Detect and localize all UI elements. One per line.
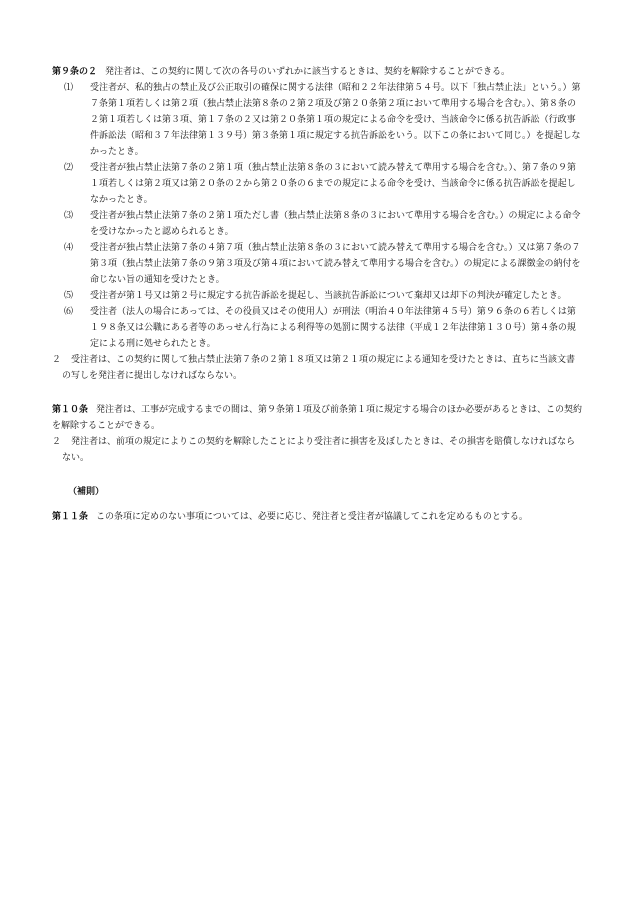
list-item xyxy=(52,288,584,304)
item-text: 受注者が第１号又は第２号に規定する抗告訴訟を提起し、当該抗告訴訟について棄却又は却下の判決が確定したとき。 xyxy=(90,291,567,301)
list-item xyxy=(52,304,584,352)
paragraph-text: 受注者は、この契約に関して独占禁止法第７条の２第１８項又は第２１項の規定による通知を受けたときは、直ちに当該文書の写しを発注者に提出しなければならない。 xyxy=(62,355,576,381)
paragraph-number: ２ xyxy=(52,437,62,447)
item-text: 受注者が独占禁止法第７条の２第１項（独占禁止法第８条の３において読み替えて準用する場合を含む。）、第７条の９第１項若しくは第２項又は第２０条の２から第２０条の６までの規定による命令を受け、当該命令に係る抗告訴訟を提起しなかったとき。 xyxy=(90,163,577,205)
list-item xyxy=(52,240,584,288)
item-number: ⑷ xyxy=(64,243,74,253)
article-11-heading: 第１１条 xyxy=(52,512,89,522)
article-10-paragraph-2 xyxy=(52,434,584,466)
item-number: ⑵ xyxy=(64,163,74,173)
item-text: 受注者が、私的独占の禁止及び公正取引の確保に関する法律（昭和２２年法律第５４号。以下「独占禁止法」という。）第７条第１項若しくは第２項（独占禁止法第８条の２第２項及び第２０条第２項において準用する場合を含む。）、第８条の２第１項若しくは第３項、第１７条の２又は第２０条第１項の規定による命令を受け、当該命令に係る抗告訴訟（行政事件訴訟法（昭和３７年法律第１３９号）第３条第１項に規定する抗告訴訟をいう。以下この条において同じ。）を提起しなかったとき。 xyxy=(90,83,581,157)
paragraph-text: 発注者は、前項の規定によりこの契約を解除したことにより受注者に損害を及ぼしたときは、その損害を賠償しなければならない。 xyxy=(62,437,576,463)
item-number: ⑶ xyxy=(64,211,74,221)
item-number: ⑴ xyxy=(64,83,74,93)
article-11-text: この条項に定めのない事項については、必要に応じ、発注者と受注者が協議してこれを定めるものとする。 xyxy=(96,512,528,522)
article-9-2-lead xyxy=(52,64,584,80)
article-9-2-heading: 第９条の２ xyxy=(52,67,98,77)
article-9-2-lead-text: 発注者は、この契約に関して次の各号のいずれかに該当するときは、契約を解除することができる。 xyxy=(105,67,511,77)
article-10 xyxy=(52,402,584,434)
document-body xyxy=(52,64,584,525)
list-item xyxy=(52,208,584,240)
item-text: 受注者（法人の場合にあっては、その役員又はその使用人）が刑法（明治４０年法律第４５号）第９６条の６若しくは第１９８条又は公職にある者等のあっせん行為による利得等の処罰に関する法律（平成１２年法律第１３０号）第４条の規定による刑に処せられたとき。 xyxy=(90,307,576,349)
article-11 xyxy=(52,509,584,525)
article-10-text: 発注者は、工事が完成するまでの間は、第９条第１項及び前条第１項に規定する場合のほか必要があるときは、この契約を解除することができる。 xyxy=(52,405,583,431)
list-item xyxy=(52,80,584,160)
list-item xyxy=(52,160,584,208)
supplementary-heading: （補則） xyxy=(68,487,105,497)
item-text: 受注者が独占禁止法第７条の４第７項（独占禁止法第８条の３において読み替えて準用する場合を含む。）又は第７条の７第３項（独占禁止法第７条の９第３項及び第４項において読み替えて準用する場合を含む。）の規定による課徴金の納付を命じない旨の通知を受けたとき。 xyxy=(90,243,581,285)
item-number: ⑸ xyxy=(64,291,74,301)
spacer xyxy=(52,384,584,402)
article-9-2-paragraph-2 xyxy=(52,352,584,384)
item-text: 受注者が独占禁止法第７条の２第１項ただし書（独占禁止法第８条の３において準用する場合を含む。）の規定による命令を受けなかったと認められるとき。 xyxy=(90,211,581,237)
paragraph-number: ２ xyxy=(52,355,62,365)
spacer xyxy=(52,466,584,484)
item-number: ⑹ xyxy=(64,307,74,317)
article-10-heading: 第１０条 xyxy=(52,405,89,415)
